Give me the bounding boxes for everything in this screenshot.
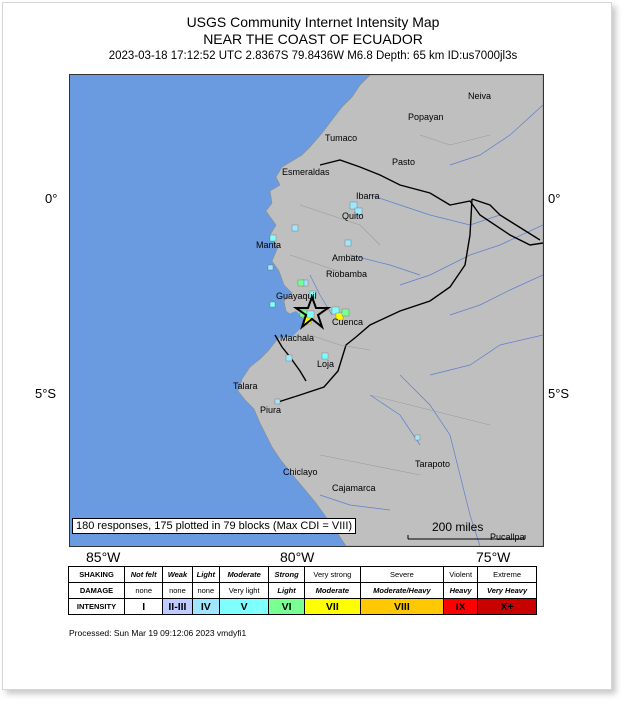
- legend-cell: Very strong: [305, 567, 361, 583]
- legend-cell: Moderate/Heavy: [360, 583, 444, 599]
- legend-cell: Strong: [269, 567, 305, 583]
- city-loja: Loja: [317, 359, 335, 369]
- legend-cell: none: [125, 583, 163, 599]
- legend-cell: Heavy: [444, 583, 478, 599]
- lat-label-5s-left: 5°S: [35, 386, 57, 401]
- intensity-cell: IV: [192, 599, 220, 615]
- city-popayan: Popayan: [408, 112, 444, 122]
- legend-cell: Very Heavy: [478, 583, 537, 599]
- city-riobamba: Riobamba: [326, 269, 368, 279]
- city-ambato: Ambato: [332, 253, 364, 263]
- legend-cell: Extreme: [478, 567, 537, 583]
- lon-label-75w: 75°W: [476, 549, 511, 565]
- intensity-map[interactable]: [69, 74, 544, 547]
- city-pasto: Pasto: [392, 157, 416, 167]
- city-manta: Manta: [256, 240, 282, 250]
- legend-cell: Violent: [444, 567, 478, 583]
- city-ibarra: Ibarra: [356, 191, 380, 201]
- city-cajamarca: Cajamarca: [332, 483, 376, 493]
- city-esmeraldas: Esmeraldas: [282, 167, 330, 177]
- intensity-cell: VI: [269, 599, 305, 615]
- event-info: 2023-03-18 17:12:52 UTC 2.8367S 79.8436W M6.8 Depth: 65 km ID:us7000jl3s: [108, 50, 518, 62]
- city-pucallpa: Pucallpa: [490, 532, 525, 542]
- legend-cell: Moderate: [305, 583, 361, 599]
- map-subtitle: NEAR THE COAST OF ECUADOR: [203, 31, 423, 47]
- city-piura: Piura: [260, 405, 282, 415]
- lat-label-0-left: 0°: [45, 191, 58, 206]
- intensity-cell: I: [125, 599, 163, 615]
- legend-cell: Light: [192, 567, 220, 583]
- map-title: USGS Community Internet Intensity Map: [186, 14, 440, 30]
- lat-label-5s-right: 5°S: [548, 386, 570, 401]
- legend-cell: Not felt: [125, 567, 163, 583]
- intensity-cell: II-III: [163, 599, 192, 615]
- intensity-cell: VII: [305, 599, 361, 615]
- legend-cell: Severe: [360, 567, 444, 583]
- legend-row-intensity: [69, 599, 537, 615]
- legend-header-shaking: SHAKING: [69, 567, 125, 583]
- intensity-legend: [68, 566, 537, 615]
- city-talara: Talara: [233, 381, 258, 391]
- city-cuenca: Cuenca: [332, 317, 364, 327]
- legend-header-intensity: INTENSITY: [69, 599, 125, 615]
- legend-row-shaking: [69, 567, 537, 583]
- city-tarapoto: Tarapoto: [415, 459, 451, 469]
- city-quito: Quito: [342, 211, 364, 221]
- legend-cell: Very light: [220, 583, 269, 599]
- scale-label: 200 miles: [432, 520, 484, 534]
- intensity-cell: IX: [444, 599, 478, 615]
- legend-header-damage: DAMAGE: [69, 583, 125, 599]
- processed-timestamp: Processed: Sun Mar 19 09:12:06 2023 vmdyfi1: [69, 628, 247, 638]
- city-neiva: Neiva: [468, 91, 492, 101]
- intensity-cell: V: [220, 599, 269, 615]
- response-stats: 180 responses, 175 plotted in 79 blocks (Max CDI = VIII): [72, 518, 356, 534]
- legend-cell: Moderate: [220, 567, 269, 583]
- city-guayaquil: Guayaquil: [276, 291, 317, 301]
- intensity-cell: VIII: [360, 599, 444, 615]
- legend-row-damage: [69, 583, 537, 599]
- city-chiclayo: Chiclayo: [283, 467, 318, 477]
- legend-cell: none: [192, 583, 220, 599]
- lon-label-85w: 85°W: [86, 549, 121, 565]
- legend-cell: Light: [269, 583, 305, 599]
- lon-label-80w: 80°W: [280, 549, 315, 565]
- lat-label-0-right: 0°: [548, 191, 561, 206]
- intensity-cell: X+: [478, 599, 537, 615]
- legend-cell: none: [163, 583, 192, 599]
- legend-cell: Weak: [163, 567, 192, 583]
- map-svg: [70, 75, 543, 546]
- city-machala: Machala: [280, 333, 315, 343]
- city-tumaco: Tumaco: [325, 133, 358, 143]
